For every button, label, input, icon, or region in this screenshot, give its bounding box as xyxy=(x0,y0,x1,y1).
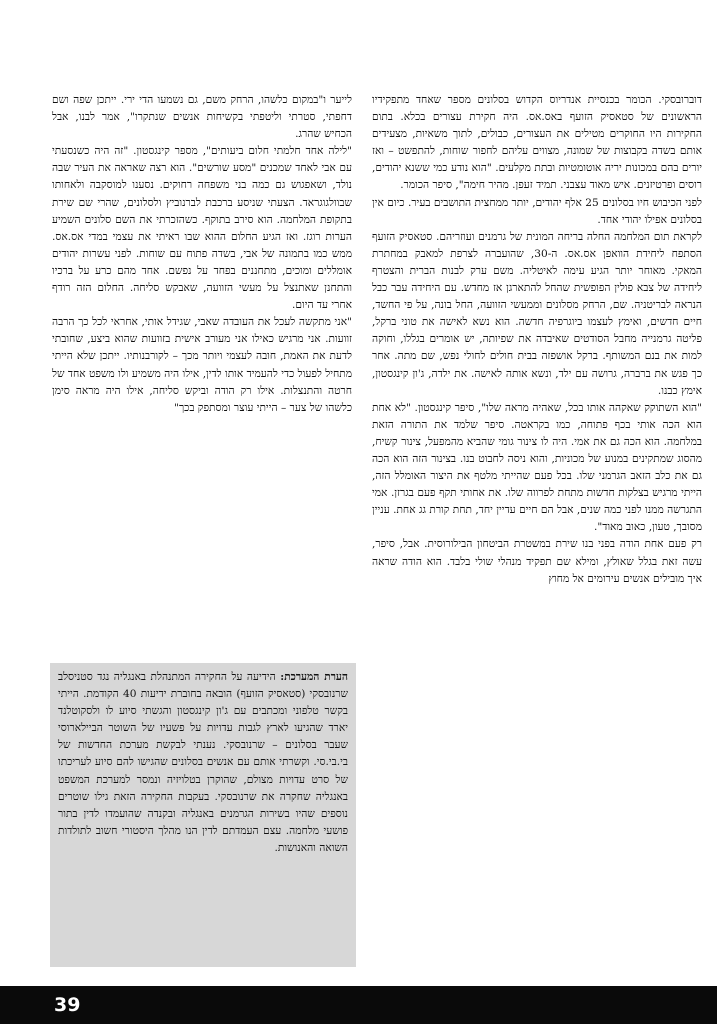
article-paragraph: לקראת תום המלחמה החלה בריחה המונית של גרמנים ועוזריהם. סטאסיק הזועף הסתפח ליחידת הוואפן אס.אס. ה-30, שהועברה לצרפת למאבק במחתרת המאקי. מאוחר יותר הגיע עימה לאיטליה. משם ערק לבנות הברית והצטרף ליחידה של צבא פולין הפופשית שהחל להתארגן אז מחדש. עם היחידה עבר כבל הנראה לבריטניה. שם, הרחק מסלונים וממעשי הזוועה, החל בונה, על פי החשד, חיים חדשים, ואימץ לעצמו ביוגרפיה חדשה. הוא נשא לאישה את טוני ברקל, פליטה גרמנייה מחבל הסודטים שאיבדה את שפיותה, יש אומרים בגללו, וחוקה למות את בנם המשותף. ברקל אושפזה בבית חולים לחולי נפש, שם מתה. אחר כך פגש את ברברה, גרושה עם ילד, ונשא אותה לאישה. את ילדה, ג'ון קינגסטון, אימץ כבנו. xyxy=(372,230,702,397)
page-number: 39 xyxy=(54,994,81,1016)
editor-note-body: הידיעה על החקירה המתנהלת באנגליה נגד סטניסלב שרנובסקי (סטאסיק הזועף) הובאה בחוברת ידיעות 40 הקודמת. הייתי בקשר טלפוני ומכתבים עם ג'ון קינגסטון והגשתי סיוע לו ולסקוטלנד יארד שהגיעו לארץ לגבות עדויות על פשעיו של השוטר הביילארוסי שעבר בסלונים – שרנובסקי. נענתי לבקשת מערכת החדשות של בי.בי.סי. וקשרתי אותם עם אנשים בסלונים שהגישו להם סיוע לעריכתו של סרט עדויות מצולם, שהוקרן בטלויזיה ונמסר למערכת המשפט באנגליה שחקרה את שרנובסקי. בעקבות החקירה הזאת גילו שוטרים נוספים שהיו בשירות הגרמנים באנגליה ובקנדה שהועמדו לדין בתור פושעי מלחמה. עצם העמדתם לדין הנו מהלך היסטורי חשוב לתולדות השואה והאנושות. xyxy=(58,671,348,854)
article-paragraph: דוברובסקי. הכומר בכנסיית אנדריוס הקדוש בסלונים מספר שאחד מתפקידיו הראשונים של סטאסיק הזועף באס.אס. היה חקירת עצורים בכלא. בתום החקירות היו החוקרים מטילים את העצורים, כבולים, לתוך משאיות, מצעידים אותם בשדה בקבוצות של שמונה, מצווים עליהם לחפור שוחות, להתפשט – ואז יורים בהם במכונות יריה אוטומטיות ובתת מקלעים. "הוא נודע כמי ששנא יהודים, רוסים ופרטיזנים. איש מאוד עצבני. תמיד זעפן. מהיר חימה", סיפר הכומר. xyxy=(372,94,702,192)
editor-note-title: הערת המערכת: xyxy=(280,671,348,683)
footer-bar xyxy=(0,986,717,1024)
editor-note-box xyxy=(50,663,356,967)
article-paragraph: רק פעם אחת הודה בפני בנו שירת במשטרת הביטחון הבילורוסית. אבל, סיפר, עשה זאת בגלל שאולץ, ומילא שם תפקיד מנהלי שולי בלבד. הוא הודה שראה איך מובילים אנשים עירומים אל מחוץ xyxy=(372,538,702,585)
article-column-left xyxy=(52,92,352,417)
article-paragraph: "הוא השתוקק שאקהה אותו בכל, שאהיה מראה שלו", סיפר קינגסטון. "לא אחת הוא הכה אותי בכף פתוחה, כמו בקראטה. סיפר שלמד את התורה הזאת במלחמה. הוא הכה גם את אמי. היה לו צינור גומי שהביא מהמפעל, צינור קשיח, מהסוג שמתקינים במנוע של מכוניות, והוא ניסה לחבוט בנו. בצינור הזה הוא הכה גם את כלב הזאב הגרמני שלו. בכל פעם שהייתי מלטף את היצור האומלל הזה, הייתי מרגיש בצלקות חדשות מתחת לפרווה שלו. את אחותי תקף פעם בגרזן. אמי התגרשה ממנו לפני כמה שנים, אבל הם חיים עדיין יחד, תחת קורת גג אחת. עניין מסובך, טעון, כאוב מאוד". xyxy=(372,401,702,534)
article-column-right xyxy=(372,92,702,588)
article-paragraph: לפני הכיבוש חיו בסלונים 25 אלף יהודים, יותר ממחצית התושבים בעיר. כיום אין בסלונים אפילו יהודי אחד. xyxy=(372,196,702,226)
article-paragraph: "אני מתקשה לעכל את העובדה שאבי, שגידל אותי, אחראי לכל כך הרבה זוועות. אני מרגיש כאילו אני מעורב אישית בזוועות שהוא ביצע, שחובתי לדעת את האמת, חובה לעצמי ויותר מכך – לקורבנותיו. ייתכן שלא הייתי מתחיל לפעול כדי להעמיד אותו לדין, אילו היה משמיע ולו משפט אחד של חרטה והתנצלות. אילו רק הודה וביקש סליחה, אילו היה מראה סימן כלשהו של צער – הייתי עוצר ומסתפק בכך" xyxy=(52,316,352,414)
article-paragraph: לייער ו"במקום כלשהו, הרחק משם, גם נשמעו הדי ירי. ייתכן שפה ושם דחפתי, סטרתי וליטפתי בקשיחות אנשים שנתקרו", אמר לבנו, אבל הכחיש שהרג. xyxy=(52,94,352,141)
article-paragraph: "לילה אחד חלמתי חלום ביעותים", מספר קינגסטון. "זה היה כשנסעתי עם אבי לאחד שמכנים "מסע שורשים". הוא רצה שאראה את העיר שבה נולד, ושאפגוש גם כמה בני משפחה רחוקים. נסענו למוסקבה ולאחותו שבוולגוגראד. הצעתי שניסע ברכבת לברנוביץ ולסלונים, שהרי שם שירת בתקופת המלחמה. הוא סירב בתוקף. כשהזכרתי את השם סלונים השמיע הערות רוגז. ואז הגיע החלום ההוא שבו ראיתי את עצמי במדי אס.אס. ממש כמו בתמונה של אבי, בשדה פתוח עם שוחות. לפני עשרות יהודים אומללים ומוכים, מתחננים בפחד על נפשם. אחד מהם כרע על ברכיו והתחנן שאתנצל על מעשי הזוועה, שאבקש סליחה. החלום הזה רודף אחרי עד היום. xyxy=(52,145,352,312)
